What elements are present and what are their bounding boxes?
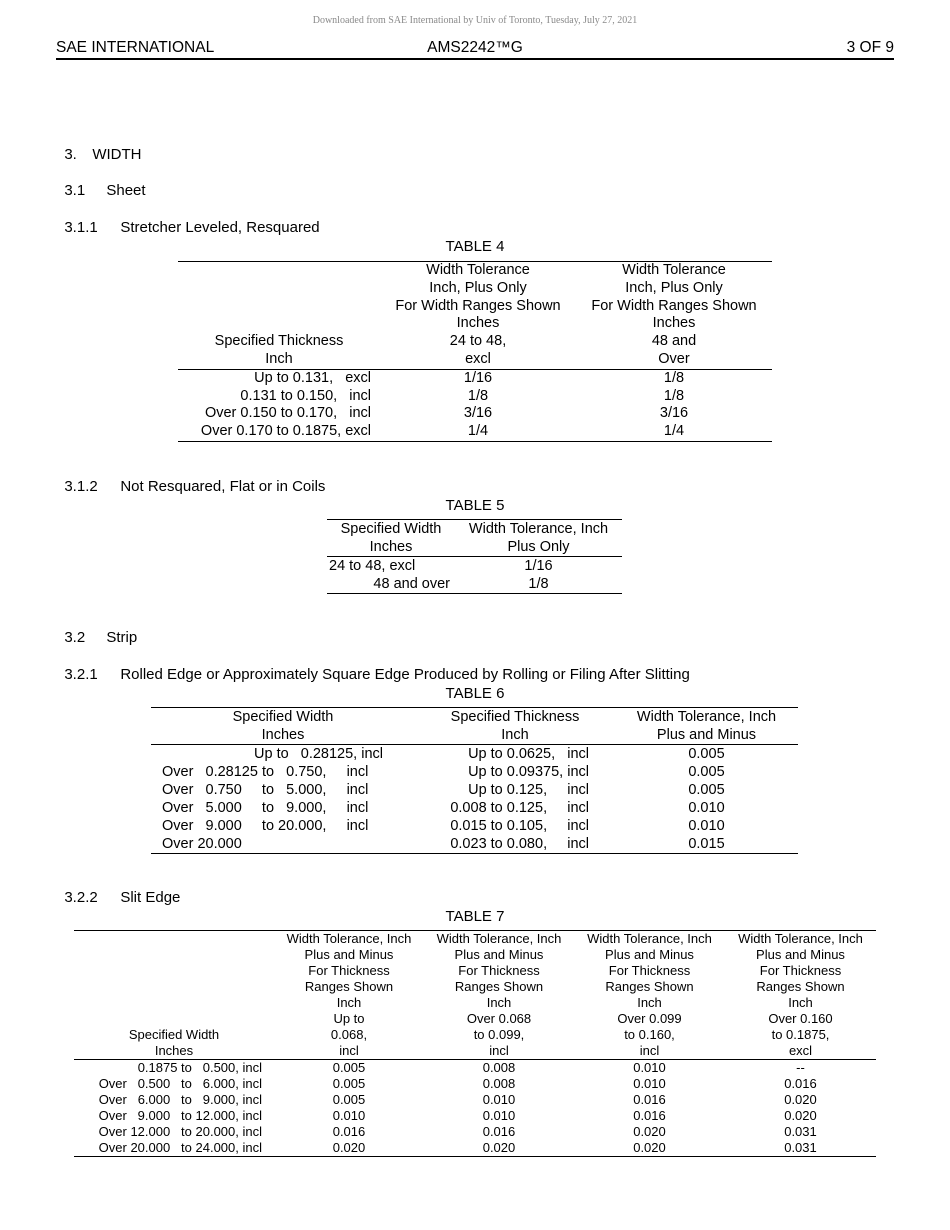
table-6 [151, 708, 798, 854]
table-7 [74, 931, 876, 1157]
table-cell: Specified Thickness [450, 709, 580, 725]
table-cell: Inch, Plus Only [625, 279, 723, 296]
table-header-row [151, 708, 798, 726]
table-cell: 0.005 [332, 1092, 366, 1107]
table-cell: Up to 0.28125, incl [254, 746, 383, 762]
table-cell: For Thickness [308, 963, 390, 978]
table-cell: 24 to 48, excl [329, 558, 416, 574]
table-cell: For Width Ranges Shown [395, 297, 561, 314]
table-cell: 0.016 [482, 1124, 516, 1139]
table-header-row [74, 995, 876, 1011]
table-cell: 0.010 [688, 818, 725, 834]
table-cell: 0.068, [330, 1027, 368, 1042]
section-title: Not Resquared, Flat or in Coils [120, 478, 326, 495]
section-3-heading [56, 129, 142, 163]
table-row [74, 1076, 876, 1092]
table-cell [74, 947, 274, 963]
table-cell: Inch [486, 995, 512, 1010]
table-cell: Up to 0.125, incl [468, 782, 589, 798]
table-cell: Plus and Minus [656, 727, 757, 743]
table-cell: 0.016 [332, 1124, 366, 1139]
section-3-1-1-heading [56, 202, 320, 236]
table-header-row [178, 298, 772, 316]
table-header-row [178, 262, 772, 280]
table-row [151, 745, 798, 764]
table-cell: Inch [788, 995, 813, 1010]
table-cell: 0.010 [633, 1076, 666, 1091]
table-cell: 1/8 [467, 387, 489, 404]
table-cell: to 0.099, [473, 1027, 525, 1042]
table-cell: 1/8 [528, 576, 549, 592]
table-cell: Width Tolerance [622, 262, 726, 278]
table-header-row [151, 726, 798, 745]
table-header-row [74, 1011, 876, 1027]
table-cell: 1/4 [467, 423, 489, 440]
table-cell: Width Tolerance, Inch [587, 931, 712, 946]
table-cell: Width Tolerance, Inch [468, 521, 609, 537]
table-cell: Inch [637, 995, 662, 1010]
table-cell: For Thickness [458, 963, 540, 978]
table-cell: 0.008 [482, 1076, 516, 1091]
header-org: SAE INTERNATIONAL [56, 39, 215, 56]
table-cell: 0.020 [633, 1140, 666, 1155]
table-cell: Ranges Shown [454, 979, 544, 994]
table-cell: Over 0.750 to 5.000, incl [162, 782, 369, 798]
table-cell: Inches [154, 1043, 194, 1058]
table-cell: 1/8 [663, 369, 685, 386]
table-cell: Over 0.170 to 0.1875, excl [200, 423, 371, 440]
table-cell: Plus and Minus [304, 947, 394, 962]
table-cell: Up to [333, 1011, 365, 1026]
section-title: Strip [106, 629, 138, 646]
table-cell [178, 262, 380, 280]
table-cell: Over 5.000 to 9.000, incl [162, 800, 369, 816]
table-header-row [74, 931, 876, 947]
table-header-row [178, 333, 772, 351]
table-header-row [74, 1043, 876, 1060]
table-cell: Over 9.000 to 12.000, incl [98, 1108, 262, 1123]
table-cell: Width Tolerance [426, 262, 530, 278]
table-header-row [178, 315, 772, 333]
header-page-number: 3 OF 9 [846, 39, 894, 56]
section-title: WIDTH [92, 146, 142, 163]
table-cell: Up to 0.131, excl [254, 369, 371, 386]
table-header-row [74, 947, 876, 963]
table-cell: 0.008 [482, 1060, 516, 1075]
table-cell: Plus and Minus [454, 947, 544, 962]
table-cell: 0.005 [688, 746, 725, 762]
table-row [74, 1124, 876, 1140]
section-3-2-heading [56, 612, 137, 646]
header-rule [56, 58, 894, 60]
table-cell: Specified Width [128, 1027, 220, 1042]
table-cell: Width Tolerance, Inch [286, 931, 412, 946]
table-7-title: TABLE 7 [445, 908, 505, 925]
section-number: 3.2 [64, 629, 86, 646]
table-row [178, 388, 772, 406]
table-cell: Over 0.068 [466, 1011, 532, 1026]
table-row [178, 369, 772, 387]
table-cell: 48 and over [373, 576, 450, 592]
table-cell: Up to 0.09375, incl [468, 764, 589, 780]
table-cell: 0.010 [633, 1060, 666, 1075]
table-row [74, 1060, 876, 1077]
table-row [74, 1092, 876, 1108]
table-cell: Over [658, 350, 690, 367]
table-row [151, 763, 798, 781]
table-cell: Plus and Minus [756, 947, 845, 962]
table-row [327, 557, 622, 576]
table-cell: Over 0.099 [617, 1011, 682, 1026]
table-cell: For Thickness [759, 963, 842, 978]
table-row [151, 835, 798, 854]
table-cell: Over 0.160 [768, 1011, 833, 1026]
table-row [151, 799, 798, 817]
table-6-title: TABLE 6 [445, 685, 505, 702]
table-cell [178, 315, 380, 333]
table-cell: Inches [652, 315, 696, 332]
table-cell: Width Tolerance, Inch [738, 931, 863, 946]
table-cell: -- [796, 1060, 805, 1075]
section-number: 3. [64, 146, 77, 163]
table-row [151, 817, 798, 835]
table-cell: incl [489, 1043, 509, 1058]
table-cell [178, 298, 380, 316]
table-cell: Over 20.000 [162, 836, 242, 852]
table-cell: 0.015 [688, 836, 725, 852]
table-cell: For Width Ranges Shown [591, 297, 757, 314]
section-title: Rolled Edge or Approximately Square Edge Produced by Rolling or Filing After Slitting [120, 666, 690, 683]
table-cell: 0.1875 to 0.500, incl [137, 1060, 262, 1075]
table-cell: Plus and Minus [605, 947, 694, 962]
table-cell: 0.031 [784, 1140, 817, 1155]
table-cell: Inch [336, 995, 362, 1010]
table-cell: 0.020 [784, 1092, 817, 1107]
section-number: 3.2.2 [64, 889, 98, 906]
table-header-row [178, 280, 772, 298]
table-cell: For Thickness [608, 963, 691, 978]
table-cell [74, 979, 274, 995]
table-cell: 24 to 48, [449, 333, 507, 350]
table-row [327, 575, 622, 594]
table-cell: 0.020 [482, 1140, 516, 1155]
table-row [178, 405, 772, 423]
table-cell: 0.016 [633, 1108, 666, 1123]
section-3-1-heading [56, 165, 146, 199]
table-5-title: TABLE 5 [445, 497, 505, 514]
table-row [178, 423, 772, 441]
table-cell: 0.005 [688, 782, 725, 798]
table-cell [74, 1011, 274, 1027]
header-doc-number: AMS2242™G [427, 39, 523, 56]
table-4 [178, 262, 772, 442]
table-cell: Up to 0.0625, incl [468, 746, 589, 762]
table-cell: excl [788, 1043, 813, 1058]
table-cell: Specified Width [340, 521, 442, 537]
table-cell: 0.023 to 0.080, incl [450, 836, 589, 852]
table-header-row [74, 979, 876, 995]
section-title: Sheet [106, 182, 146, 199]
section-title: Slit Edge [120, 889, 181, 906]
table-cell [74, 963, 274, 979]
table-cell: 0.010 [482, 1092, 516, 1107]
section-3-1-2-heading [56, 461, 325, 495]
table-cell: Inch [501, 727, 529, 743]
table-cell: 0.016 [633, 1092, 666, 1107]
section-title: Stretcher Leveled, Resquared [120, 219, 320, 236]
table-cell: Specified Thickness [214, 333, 344, 350]
table-5 [327, 520, 622, 594]
table-cell: 0.010 [482, 1108, 516, 1123]
table-cell: 3/16 [463, 405, 493, 422]
table-cell: 0.020 [633, 1124, 666, 1139]
table-cell: 0.031 [784, 1124, 817, 1139]
table-cell: 0.015 to 0.105, incl [450, 818, 589, 834]
table-cell: Over 6.000 to 9.000, incl [98, 1092, 262, 1107]
table-cell: Inch, Plus Only [429, 279, 527, 296]
section-number: 3.1.2 [64, 478, 98, 495]
table-cell: Inches [369, 539, 413, 555]
table-cell: Over 0.150 to 0.170, incl [204, 405, 371, 422]
table-cell: 1/4 [663, 423, 685, 440]
table-cell: Inch [265, 350, 293, 367]
section-number: 3.2.1 [64, 666, 98, 683]
table-header-row [327, 538, 622, 557]
table-cell: Over 9.000 to 20.000, incl [162, 818, 369, 834]
table-cell: incl [339, 1043, 359, 1058]
table-cell: 48 and [651, 333, 697, 350]
table-cell: Width Tolerance, Inch [436, 931, 562, 946]
table-cell: Over 20.000 to 24.000, incl [98, 1140, 262, 1155]
table-cell: Width Tolerance, Inch [636, 709, 777, 725]
table-cell: 0.010 [688, 800, 725, 816]
table-cell: Over 12.000 to 20.000, incl [98, 1124, 262, 1139]
table-cell: excl [465, 350, 491, 367]
table-cell: 0.016 [784, 1076, 817, 1091]
table-cell: 0.005 [332, 1076, 366, 1091]
table-header-row [74, 963, 876, 979]
table-cell: Specified Width [232, 709, 334, 725]
table-cell: incl [639, 1043, 660, 1058]
table-cell: 0.020 [332, 1140, 366, 1155]
section-3-2-1-heading [56, 649, 690, 683]
table-cell: Over 0.500 to 6.000, incl [98, 1076, 262, 1091]
table-cell: to 0.160, [624, 1027, 675, 1042]
table-cell: Inches [456, 315, 500, 332]
table-cell [74, 995, 274, 1011]
section-3-2-2-heading [56, 872, 180, 906]
table-cell: 0.005 [688, 764, 725, 780]
table-cell: 0.020 [784, 1108, 817, 1123]
table-row [74, 1140, 876, 1157]
download-notice: Downloaded from SAE International by Univ of Toronto, Tuesday, July 27, 2021 [312, 15, 638, 26]
section-number: 3.1 [64, 182, 86, 199]
table-header-row [74, 1027, 876, 1043]
table-cell: 0.005 [332, 1060, 366, 1075]
table-cell: 3/16 [659, 405, 689, 422]
section-number: 3.1.1 [64, 219, 98, 236]
table-cell: Ranges Shown [756, 979, 845, 994]
table-cell: to 0.1875, [771, 1027, 830, 1042]
table-cell: Ranges Shown [605, 979, 694, 994]
table-4-title: TABLE 4 [445, 238, 505, 255]
table-cell: 1/16 [463, 369, 493, 386]
table-cell: 0.131 to 0.150, incl [240, 387, 371, 404]
table-cell: Over 0.28125 to 0.750, incl [162, 764, 369, 780]
table-cell: 0.010 [332, 1108, 366, 1123]
table-row [74, 1108, 876, 1124]
table-cell: 1/16 [524, 558, 553, 574]
table-cell: Inches [261, 727, 305, 743]
table-cell: 1/8 [663, 387, 685, 404]
table-cell: Plus Only [507, 539, 570, 555]
table-header-row [327, 520, 622, 538]
table-cell: 0.008 to 0.125, incl [450, 800, 589, 816]
table-header-row [178, 351, 772, 369]
table-cell [178, 280, 380, 298]
table-cell [74, 931, 274, 947]
table-cell: Ranges Shown [304, 979, 394, 994]
table-row [151, 781, 798, 799]
